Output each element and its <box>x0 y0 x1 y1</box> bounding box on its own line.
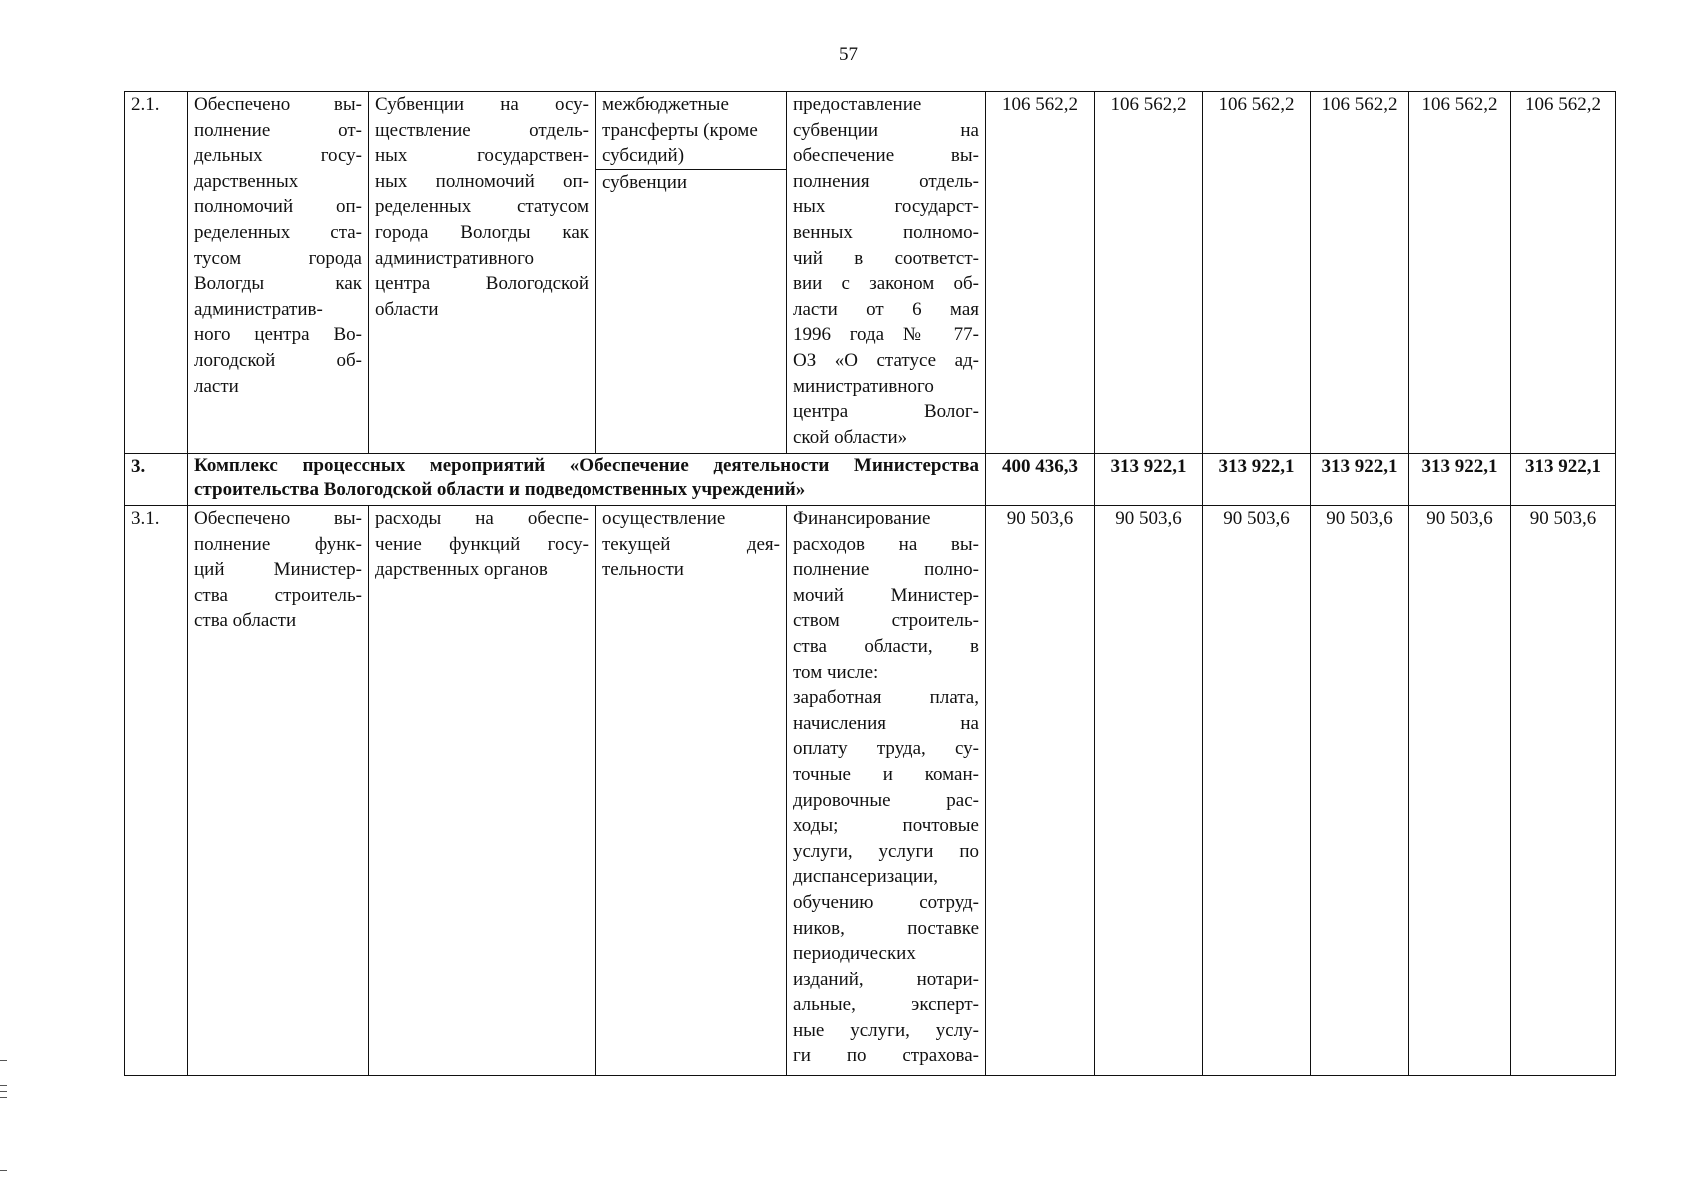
text-line: ласти от 6 мая <box>793 298 979 320</box>
result-cell <box>188 92 369 454</box>
text-line: дельных госу- <box>194 145 362 167</box>
name-cell <box>369 506 596 1076</box>
result-cell <box>188 506 369 1076</box>
text-line: дарственных органов <box>375 559 548 581</box>
text-line: предоставление <box>793 94 922 115</box>
text-line: 1996 года № 77- <box>793 324 979 346</box>
text-line: субвенции на <box>793 119 979 141</box>
text-line: тельности <box>602 559 684 581</box>
text-line: оплату труда, су- <box>793 738 979 760</box>
text-line: периодических <box>793 943 916 965</box>
text-line: министративного <box>793 375 934 397</box>
section-title: Комплекс процессных мероприятий «Обеспечение деятельности Министерства строительства Вологодской области и подведомственных учреждений» <box>188 454 986 506</box>
text-line: ного центра Во- <box>194 324 362 346</box>
text-line: ства области, в <box>793 635 979 657</box>
text-line: ства строитель- <box>194 584 362 606</box>
text-line: области <box>375 298 439 320</box>
value-cell: 313 922,1 <box>1203 454 1311 506</box>
text-line: Субвенции на осу- <box>375 94 589 115</box>
row-number: 3. <box>125 454 188 506</box>
text-line: ходы; почтовые <box>793 815 979 837</box>
text-line: точные и коман- <box>793 763 979 785</box>
text-line: начисления на <box>793 712 979 734</box>
text-line: альные, эксперт- <box>793 994 979 1016</box>
type-cell <box>596 506 787 1076</box>
budget-table <box>124 91 1616 1076</box>
text-line: Финансирование <box>793 508 931 529</box>
text-line: мочий Министер- <box>793 584 979 606</box>
table-row-3-1 <box>125 506 1616 1076</box>
text-line: полнение от- <box>194 119 362 141</box>
scan-margin-mark <box>0 1170 7 1171</box>
name-cell <box>369 92 596 454</box>
value-cell: 90 503,6 <box>986 506 1095 1076</box>
value-cell: 106 562,2 <box>1311 92 1409 454</box>
text-line: полнение функ- <box>194 533 362 555</box>
text-line: ством строитель- <box>793 610 979 632</box>
text-line: ных государствен- <box>375 145 589 167</box>
text-line: диспансеризации, <box>793 866 938 888</box>
text-line: Обеспечено вы- <box>194 94 362 115</box>
text-line: города Вологды как <box>375 221 589 243</box>
description-cell <box>787 92 986 454</box>
text-line: ных государст- <box>793 196 979 218</box>
text-line: осуществление <box>602 508 726 529</box>
description-cell <box>787 506 986 1076</box>
text-line: ства области <box>194 610 297 632</box>
text-line: ределенных ста- <box>194 221 362 243</box>
type-cell <box>596 92 787 454</box>
value-cell: 90 503,6 <box>1311 506 1409 1076</box>
text-line: том числе: <box>793 661 879 683</box>
value-cell: 106 562,2 <box>986 92 1095 454</box>
value-cell: 90 503,6 <box>1095 506 1203 1076</box>
type-upper: межбюджетные трансферты (кроме субсидий) <box>596 92 786 170</box>
text-line: ций Министер- <box>194 559 362 581</box>
value-cell: 106 562,2 <box>1203 92 1311 454</box>
value-cell: 106 562,2 <box>1511 92 1616 454</box>
text-line: расходы на обеспе- <box>375 508 589 529</box>
value-cell: 313 922,1 <box>1511 454 1616 506</box>
value-cell: 106 562,2 <box>1409 92 1511 454</box>
page-number: 57 <box>839 44 858 65</box>
text-line: чение функций госу- <box>375 533 589 555</box>
type-lower: субвенции <box>602 171 688 193</box>
value-cell: 313 922,1 <box>1095 454 1203 506</box>
text-line: обеспечение вы- <box>793 145 979 167</box>
text-line: ные услуги, услу- <box>793 1019 979 1041</box>
text-line: административного <box>375 247 534 269</box>
text-line: обучению сотруд- <box>793 891 979 913</box>
text-line: дарственных <box>194 170 299 192</box>
value-cell: 400 436,3 <box>986 454 1095 506</box>
text-line: ных полномочий оп- <box>375 170 589 192</box>
text-line: Вологды как <box>194 273 362 295</box>
value-cell: 313 922,1 <box>1409 454 1511 506</box>
text-line: ников, поставке <box>793 917 979 939</box>
text-line: центра Волог- <box>793 401 979 423</box>
table-row-2-1 <box>125 92 1616 454</box>
text-line: вии с законом об- <box>793 273 979 295</box>
text-line: текущей дея- <box>602 533 780 555</box>
text-line: изданий, нотари- <box>793 968 979 990</box>
value-cell: 106 562,2 <box>1095 92 1203 454</box>
text-line: ги по страхова- <box>793 1045 979 1067</box>
text-line: чий в соответст- <box>793 247 979 269</box>
value-cell: 90 503,6 <box>1203 506 1311 1076</box>
value-cell: 90 503,6 <box>1409 506 1511 1076</box>
text-line: ласти <box>194 375 239 397</box>
text-line: полномочий оп- <box>194 196 362 218</box>
text-line: тусом города <box>194 247 362 269</box>
text-line: административ- <box>194 298 323 320</box>
text-line: ской области» <box>793 426 908 448</box>
text-line: расходов на вы- <box>793 533 979 555</box>
row-number: 2.1. <box>125 92 188 454</box>
text-line: логодской об- <box>194 349 362 371</box>
text-line: заработная плата, <box>793 687 979 709</box>
text-line: ОЗ «О статусе ад- <box>793 349 979 371</box>
text-line: полнение полно- <box>793 559 979 581</box>
text-line: центра Вологодской <box>375 273 589 295</box>
text-line: Обеспечено вы- <box>194 508 362 529</box>
table-row-3 <box>125 454 1616 506</box>
value-cell: 90 503,6 <box>1511 506 1616 1076</box>
scan-margin-mark <box>0 1085 7 1086</box>
text-line: венных полномо- <box>793 221 979 243</box>
text-line: ществление отдель- <box>375 119 589 141</box>
value-cell: 313 922,1 <box>1311 454 1409 506</box>
scan-margin-mark <box>0 1091 7 1092</box>
text-line: услуги, услуги по <box>793 840 979 862</box>
scan-margin-mark <box>0 1060 7 1061</box>
row-number: 3.1. <box>125 506 188 1076</box>
scan-margin-mark <box>0 1097 7 1098</box>
text-line: полнения отдель- <box>793 170 979 192</box>
text-line: ределенных статусом <box>375 196 589 218</box>
text-line: дировочные рас- <box>793 789 979 811</box>
